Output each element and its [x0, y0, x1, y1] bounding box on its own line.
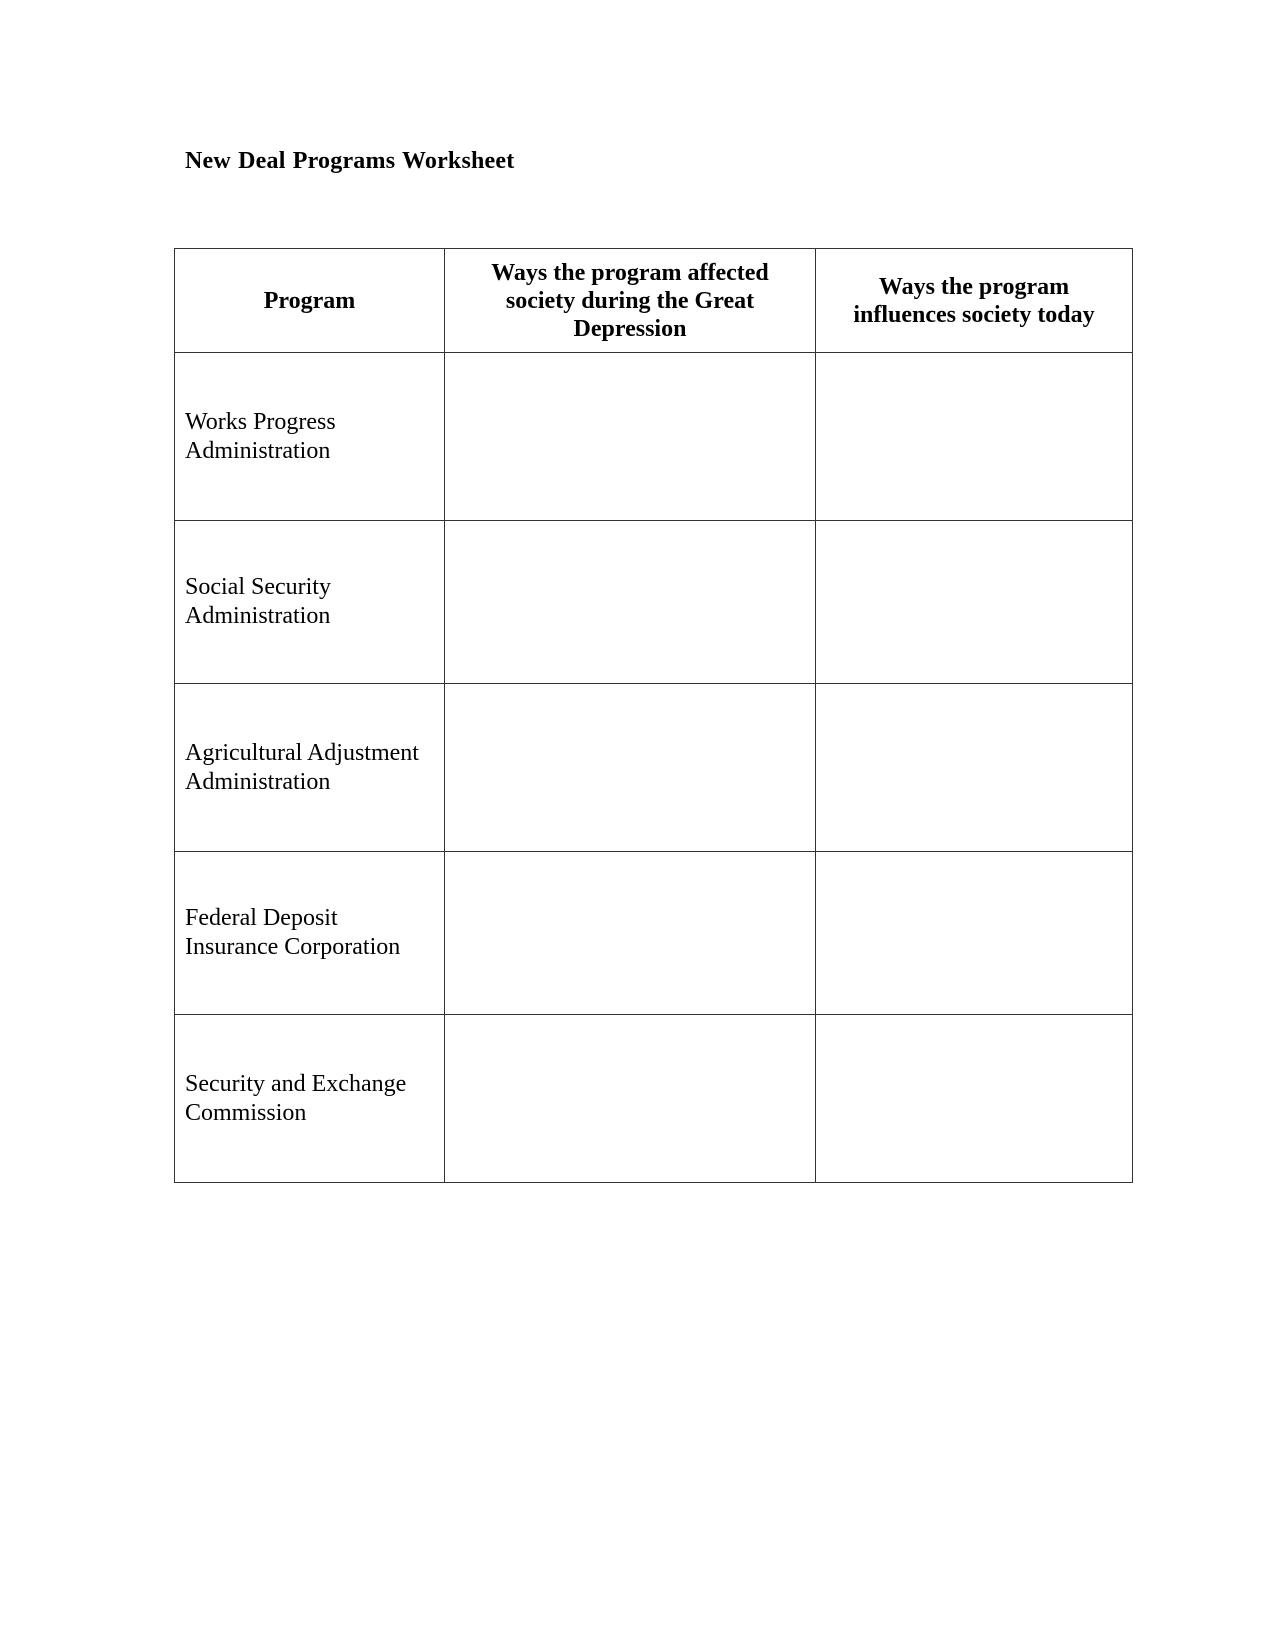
table-row [175, 684, 1133, 852]
program-name-cell [175, 852, 445, 1015]
program-name-cell [175, 1015, 445, 1183]
header-influence-today: Ways the program influences society today [816, 249, 1133, 353]
program-name: Agricultural Adjustment Administration [185, 739, 419, 795]
influence-today-cell[interactable] [816, 521, 1133, 684]
program-name-cell [175, 684, 445, 852]
program-name: Works Progress Administration [185, 408, 336, 464]
page-title: New Deal Programs Worksheet [185, 148, 515, 174]
worksheet-table [174, 248, 1133, 1183]
header-effects-during-depression: Ways the program affected society during the Great Depression [445, 249, 816, 353]
header-program: Program [175, 249, 445, 353]
program-name-cell [175, 521, 445, 684]
effects-during-depression-cell[interactable] [445, 521, 816, 684]
table-row [175, 1015, 1133, 1183]
effects-during-depression-cell[interactable] [445, 684, 816, 852]
table-row [175, 852, 1133, 1015]
influence-today-cell[interactable] [816, 1015, 1133, 1183]
program-name: Federal Deposit Insurance Corporation [185, 905, 401, 960]
effects-during-depression-cell[interactable] [445, 852, 816, 1015]
table-header-row [175, 249, 1133, 353]
program-name: Social Security Administration [185, 574, 331, 629]
influence-today-cell[interactable] [816, 684, 1133, 852]
table-row [175, 521, 1133, 684]
program-name-cell [175, 353, 445, 521]
influence-today-cell[interactable] [816, 353, 1133, 521]
program-name: Security and Exchange Commission [185, 1070, 407, 1126]
effects-during-depression-cell[interactable] [445, 353, 816, 521]
influence-today-cell[interactable] [816, 852, 1133, 1015]
effects-during-depression-cell[interactable] [445, 1015, 816, 1183]
table-row [175, 353, 1133, 521]
